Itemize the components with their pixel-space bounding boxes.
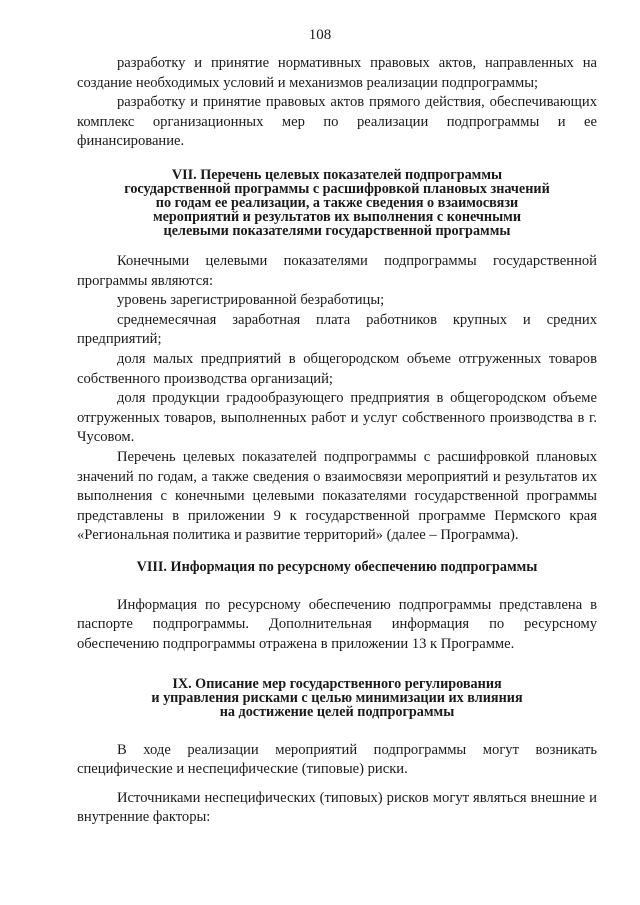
intro-paragraph: разработку и принятие правовых актов прямого действия, обеспечивающих комплекс организационных мер по реализации подпрограммы и ее финансирование. [77,94,597,150]
heading-line: и управления рисками с целью минимизации их влияния [151,689,523,706]
section-9-paragraph: Источниками неспецифических (типовых) рисков могут являться внешние и внутренние факторы: [77,789,597,826]
section-7-paragraph: уровень зарегистрированной безработицы; [117,292,385,309]
heading-line: IX. Описание мер государственного регулирования [172,675,502,692]
section-9-paragraph: В ходе реализации мероприятий подпрограммы могут возникать специфические и неспецифические (типовые) риски. [77,741,597,778]
section-7-paragraph: доля малых предприятий в общегородском объеме отгруженных товаров собственного производства организаций; [77,350,597,387]
page-content [77,54,597,828]
heading-line: мероприятий и результатов их выполнения с конечными [152,208,522,225]
section-7-paragraph: Перечень целевых показателей подпрограммы с расшифровкой плановых значений по годам, а также сведения о взаимосвязи мероприятий и результатов их выполнения с конечными целевыми показателями государственной программы представлены в приложении 9 к государственной программе Пермского края «Региональная политика и развитие территорий» (далее – Программа). [77,448,597,544]
section-7-heading [77,168,597,238]
section-8-heading: VIII. Информация по ресурсному обеспечению подпрограммы [136,558,538,575]
heading-line: по годам ее реализации, а также сведения о взаимосвязи [155,194,519,211]
heading-line: государственной программы с расшифровкой плановых значений [124,180,550,197]
section-8-paragraph: Информация по ресурсному обеспечению подпрограммы представлена в паспорте подпрограммы. Дополнительная информация по ресурсному обеспечению подпрограммы отражена в приложении 13 к Программе. [77,596,597,653]
heading-line: на достижение целей подпрограммы [219,703,455,720]
section-7-paragraph: среднемесячная заработная плата работников крупных и средних предприятий; [77,311,597,348]
intro-paragraph: разработку и принятие нормативных правовых актов, направленных на создание необходимых условий и механизмов реализации подпрограммы; [77,55,597,91]
section-7-paragraph: доля продукции градообразующего предприятия в общегородском объеме отгруженных товаров, выполненных работ и услуг собственного производства в г. Чусовом. [77,390,597,446]
heading-line: целевыми показателями государственной программы [163,222,511,239]
heading-line: VII. Перечень целевых показателей подпрограммы [171,166,503,183]
section-7-paragraph: Конечными целевыми показателями подпрограммы государственной программы являются: [77,252,597,289]
page-number: 108 [308,27,332,43]
section-9-heading [77,677,597,719]
